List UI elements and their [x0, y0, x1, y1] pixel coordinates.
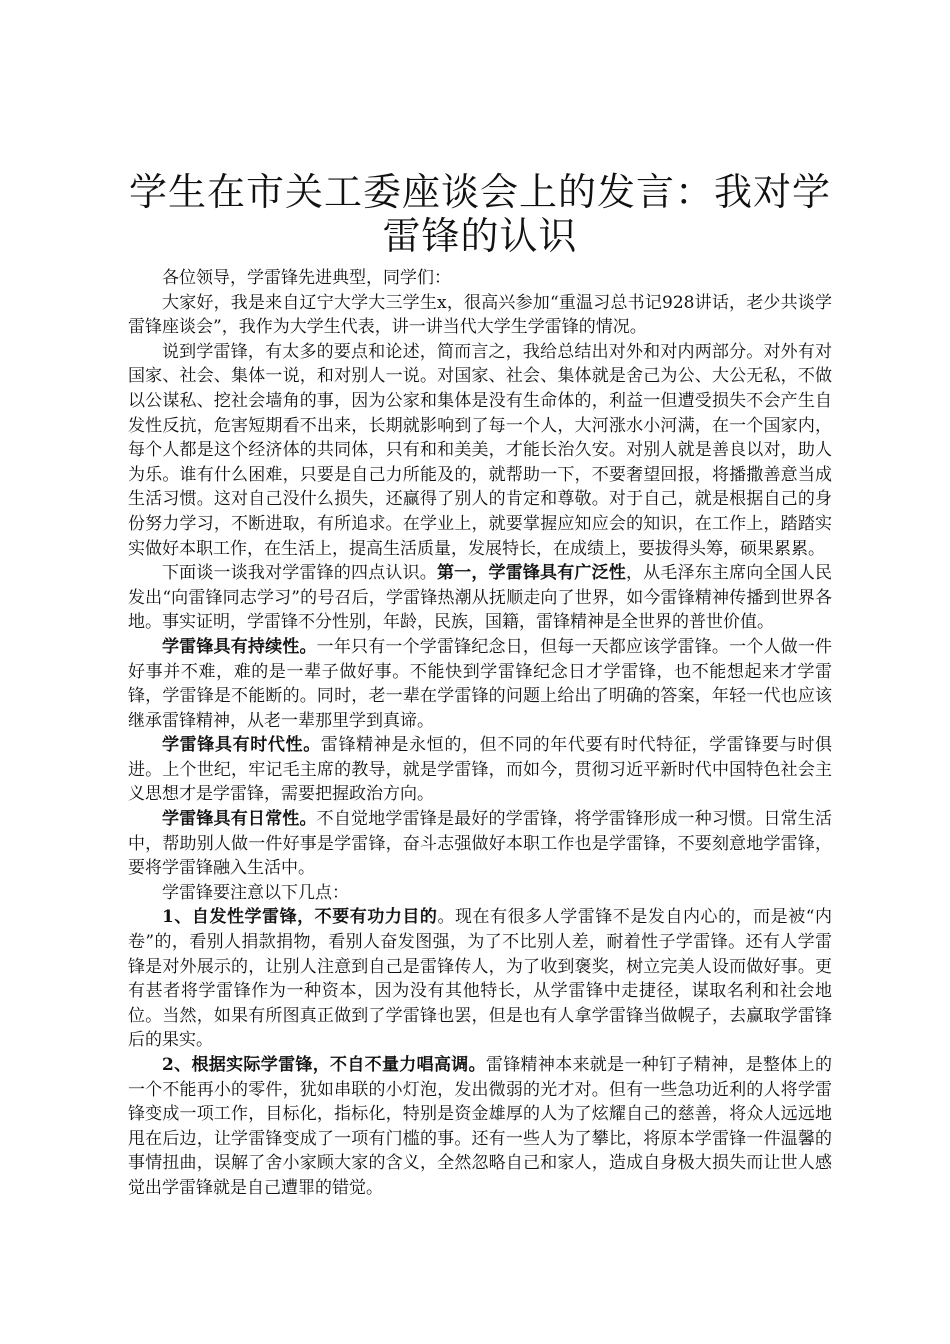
paragraph-greeting — [128, 266, 832, 291]
paragraph-text: 雷锋精神是永恒的，但不同的年代要有时代特征，学雷锋要与时俱进。上个世纪，牢记毛主席的教导，就是学雷锋，而如今，贯彻习近平新时代中国特色社会主义思想才是学雷锋，需要把握政治方向。 — [128, 735, 833, 805]
paragraph-text: 。现在有很多人学雷锋不是发自内心的，而是被“内卷”的，看别人捐款捐物，看别人奋发图强，为了不比别人差，耐着性子学雷锋。还有人学雷锋是对外展示的，让别人注意到自己是雷锋传人，为了收到褒奖，树立完美人设而做好事。更有甚者将学雷锋作为一种资本，因为没有其他特长，从学雷锋中走捷径，谋取名利和社会地位。当然，如果有所图真正做到了学雷锋也罢，但是也有人拿学雷锋当做幌子，去赢取学雷锋后的果实。 — [128, 907, 832, 1051]
paragraph-notes-heading — [128, 881, 832, 906]
paragraph-text: 不自觉地学雷锋是最好的学雷锋，将学雷锋形成一种习惯。日常生活中，帮助别人做一件好事是学雷锋，奋斗志强做好本职工作也是学雷锋，不要刻意地学雷锋，要将学雷锋融入生活中。 — [128, 809, 833, 879]
paragraph-lead: 学雷锋具有日常性。 — [162, 809, 317, 830]
document-title: 学生在市关工委座谈会上的发言：我对学雷锋的认识 — [128, 170, 831, 258]
paragraph-lead: 第一，学雷锋具有广泛性 — [436, 563, 626, 584]
paragraph-note-2 — [128, 1053, 832, 1201]
paragraph-lead: 2、根据实际学雷锋，不自不量力唱高调。 — [162, 1055, 486, 1075]
paragraph-summary — [128, 340, 832, 561]
paragraph-note-1 — [128, 905, 832, 1053]
paragraph-text: 说到学雷锋，有太多的要点和论述，简而言之，我给总结出对外和对内两部分。对外有对国家、社会、集体一说，和对别人一说。对国家、社会、集体就是舍己为公、大公无私，不做以公谋私、挖社会墙角的事，因为公家和集体是没有生命体的，利益一但遭受损失不会产生自发性反抗，危害短期看不出来，长期就影响到了每一个人，大河涨水小河满，在一个国家内，每个人都是这个经济体的共同体，只有和和美美，才能长治久安。对别人就是善良以对，助人为乐。谁有什么困难，只要是自己力所能及的，就帮助一下，不要奢望回报，将播撒善意当成生活习惯。这对自己没什么损失，还赢得了别人的肯定和尊敬。对于自己，就是根据自己的身份努力学习，不断进取，有所追求。在学业上，就要掌握应知应会的知识，在工作上，踏踏实实做好本职工作，在生活上，提高生活质量，发展特长，在成绩上，要拔得头筹，硕果累累。 — [128, 341, 832, 559]
paragraph-daily — [128, 807, 832, 881]
paragraph-text: 一年只有一个学雷锋纪念日，但每一天都应该学雷锋。一个人做一件好事并不难，难的是一辈子做好事。不能快到学雷锋纪念日才学雷锋，也不能想起来才学雷锋，学雷锋是不能断的。同时，老一辈在学雷锋的问题上给出了明确的答案，年轻一代也应该继承雷锋精神，从老一辈那里学到真谛。 — [128, 636, 833, 731]
paragraph-first-point — [128, 561, 832, 635]
paragraph-prefix: 下面谈一谈我对学雷锋的四点认识。 — [162, 563, 437, 584]
paragraph-text: 各位领导，学雷锋先进典型，同学们： — [162, 268, 451, 288]
paragraph-lead: 学雷锋具有持续性。 — [162, 636, 317, 657]
paragraph-lead: 学雷锋具有时代性。 — [162, 735, 321, 756]
paragraph-lead: 1、自发性学雷锋，不要有功力目的 — [162, 907, 438, 928]
paragraph-text: 大家好，我是来自辽宁大学大三学生x，很高兴参加“重温习总书记928讲话，老少共谈学雷锋座谈会”，我作为大学生代表，讲一讲当代大学生学雷锋的情况。 — [128, 292, 832, 338]
paragraph-intro — [128, 291, 832, 340]
document-page — [128, 170, 832, 1201]
paragraph-text: 学雷锋要注意以下几点： — [162, 882, 349, 903]
paragraph-text: ，从毛泽东主席向全国人民发出“向雷锋同志学习”的号召后，学雷锋热潮从抚顺走向了世界，如今雷锋精神传播到世界各地。事实证明，学雷锋不分性别，年龄，民族，国籍，雷锋精神是全世界的普世价值。 — [128, 563, 833, 633]
paragraph-continuity — [128, 635, 832, 733]
paragraph-timeliness — [128, 733, 832, 807]
paragraph-text: 雷锋精神本来就是一种钉子精神，是整体上的一个不能再小的零件，犹如串联的小灯泡，发出微弱的光才对。但有一些急功近利的人将学雷锋变成一项工作，目标化，指标化，特别是资金雄厚的人为了炫耀自己的慈善，将众人远远地甩在后边，让学雷锋变成了一项有门槛的事。还有一些人为了攀比，将原本学雷锋一件温馨的事情扭曲，误解了舍小家顾大家的含义，全然忽略自己和家人，造成自身极大损失而让世人感觉出学雷锋就是自己遭罪的错觉。 — [128, 1055, 833, 1198]
